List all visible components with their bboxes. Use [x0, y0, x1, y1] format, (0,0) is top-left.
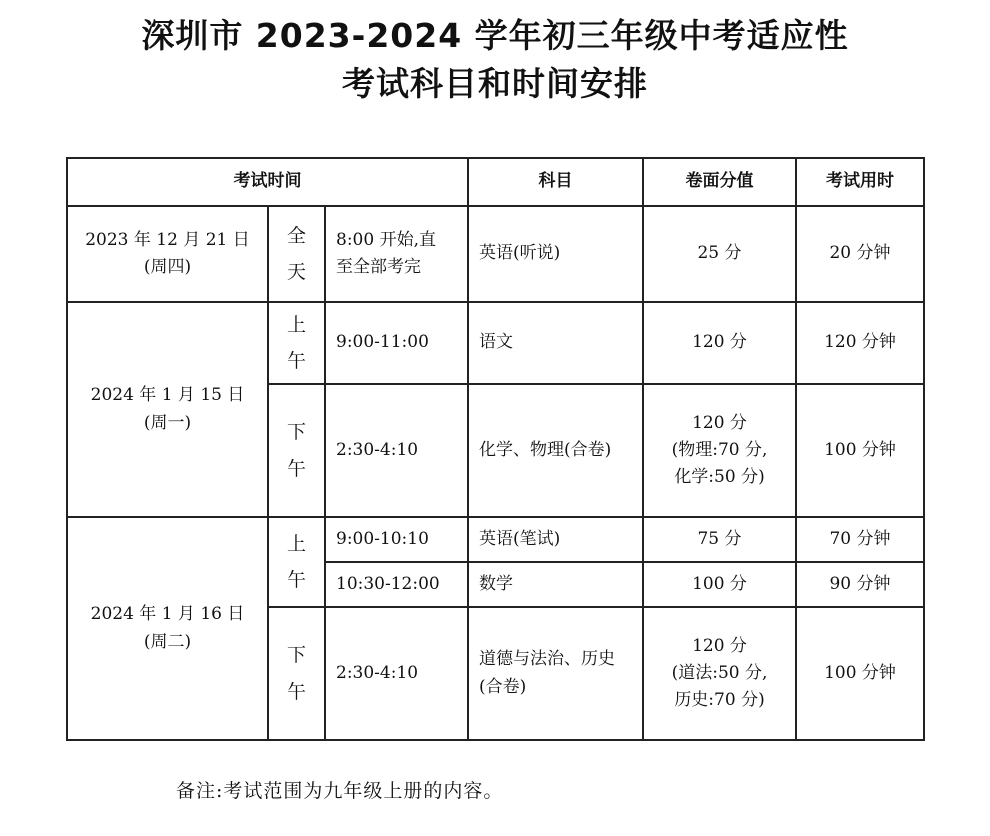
weekday-text: (周二): [143, 631, 192, 652]
table-row: [67, 206, 924, 302]
score-text: (道法:50 分,: [671, 662, 768, 683]
document-title-line1: 深圳市 2023-2024 学年初三年级中考适应性: [141, 16, 849, 55]
score-text: 120 分: [692, 412, 747, 433]
time-cell: [325, 206, 468, 302]
duration-cell: 20 分钟: [796, 206, 924, 302]
score-text: 历史:70 分): [674, 690, 765, 711]
subject-cell: [468, 607, 643, 740]
duration-cell: 70 分钟: [796, 517, 924, 562]
subject-text: (合卷): [479, 676, 527, 697]
time-cell: 2:30-4:10: [325, 384, 468, 517]
time-cell: 10:30-12:00: [325, 562, 468, 607]
subject-cell: 英语(听说): [468, 206, 643, 302]
session-char: 午: [286, 457, 306, 480]
time-cell: 9:00-10:10: [325, 517, 468, 562]
header-duration: 考试用时: [796, 158, 924, 206]
session-char: 下: [286, 644, 306, 667]
date-text: 2024 年 1 月 16 日: [90, 604, 245, 625]
exam-schedule-table: [66, 157, 925, 741]
session-char: 午: [286, 350, 306, 372]
time-text: 8:00 开始,直: [336, 229, 436, 250]
score-cell: [643, 607, 796, 740]
score-text: 化学:50 分): [674, 467, 765, 488]
score-cell: 25 分: [643, 206, 796, 302]
score-cell: 100 分: [643, 562, 796, 607]
score-cell: 120 分: [643, 302, 796, 384]
date-text: 2023 年 12 月 21 日: [85, 229, 250, 250]
duration-cell: 90 分钟: [796, 562, 924, 607]
session-cell: [268, 206, 325, 302]
header-row: [67, 158, 924, 206]
date-cell: [67, 302, 268, 517]
document-title-line2: 考试科目和时间安排: [342, 64, 648, 103]
session-char: 下: [286, 421, 306, 444]
session-char: 上: [286, 313, 306, 336]
score-cell: 75 分: [643, 517, 796, 562]
session-char: 全: [286, 224, 306, 247]
date-cell: [67, 517, 268, 740]
time-text: 至全部考完: [336, 257, 421, 277]
session-cell: [268, 302, 325, 384]
session-cell: [268, 384, 325, 517]
date-cell: [67, 206, 268, 302]
duration-cell: 100 分钟: [796, 607, 924, 740]
table-row: [67, 302, 924, 384]
session-char: 天: [286, 261, 306, 283]
time-cell: 9:00-11:00: [325, 302, 468, 384]
weekday-text: (周一): [143, 412, 192, 433]
score-text: 120 分: [692, 635, 747, 656]
duration-cell: 120 分钟: [796, 302, 924, 384]
score-cell: [643, 384, 796, 517]
duration-cell: 100 分钟: [796, 384, 924, 517]
subject-cell: 数学: [468, 562, 643, 607]
subject-cell: 英语(笔试): [468, 517, 643, 562]
date-text: 2024 年 1 月 15 日: [90, 385, 245, 406]
session-char: 午: [286, 680, 306, 703]
session-char: 上: [286, 532, 306, 555]
header-exam-time: 考试时间: [67, 158, 468, 206]
session-char: 午: [286, 569, 306, 591]
session-cell: [268, 517, 325, 607]
session-cell: [268, 607, 325, 740]
header-subject: 科目: [468, 158, 643, 206]
weekday-text: (周四): [143, 257, 192, 277]
subject-text: 道德与法治、历史: [479, 649, 616, 670]
header-score: 卷面分值: [643, 158, 796, 206]
subject-cell: 语文: [468, 302, 643, 384]
table-row: [67, 517, 924, 562]
footnote: 备注:考试范围为九年级上册的内容。: [176, 780, 504, 802]
subject-cell: 化学、物理(合卷): [468, 384, 643, 517]
time-cell: 2:30-4:10: [325, 607, 468, 740]
score-text: (物理:70 分,: [671, 439, 768, 460]
